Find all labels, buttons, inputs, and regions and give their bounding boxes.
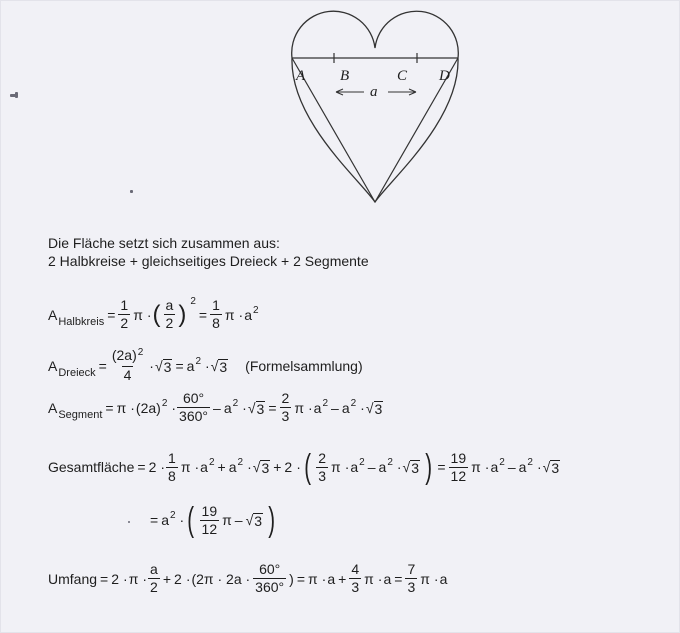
- a-squared: $a^2$: [161, 510, 176, 528]
- heart-outline: [292, 11, 459, 202]
- dot: ·: [321, 570, 327, 587]
- pi: π: [471, 459, 481, 475]
- sqrt-three: √ 3: [365, 399, 383, 417]
- dot: ·: [194, 459, 200, 475]
- scan-speck: [15, 92, 18, 98]
- formula-dreieck: [48, 348, 366, 383]
- dot: ·: [149, 357, 154, 374]
- dot: ·: [536, 459, 542, 475]
- a-var: a: [439, 570, 448, 587]
- paren-open: (: [304, 448, 311, 486]
- pi: π: [224, 306, 235, 323]
- fraction: $\frac{a}{2}$: [150, 561, 158, 595]
- dot: ·: [247, 459, 252, 475]
- fraction: $\frac{1}{8}$: [212, 297, 220, 331]
- pi: π: [116, 399, 127, 416]
- formula-segment: [48, 391, 386, 424]
- dot: ·: [344, 459, 350, 475]
- dot: ·: [171, 399, 177, 416]
- fraction: $\frac{2}{3}$: [318, 449, 327, 484]
- umfang-label: Umfang: [48, 570, 98, 587]
- dot: ·: [242, 399, 247, 416]
- a-squared: $a^2$: [228, 457, 244, 475]
- fraction: $\frac{19}{12}$: [450, 449, 467, 484]
- equals: =: [198, 306, 208, 323]
- a-squared: $a^2$: [313, 397, 329, 416]
- formelsammlung-note: (Formelsammlung): [245, 357, 363, 374]
- heart-diagram: [0, 0, 680, 240]
- dot: ·: [238, 306, 244, 323]
- plus: +: [273, 459, 282, 475]
- paren-close: ): [268, 501, 276, 539]
- dot: ·: [296, 459, 301, 475]
- fraction: $\frac{1}{8}$: [168, 449, 176, 484]
- label-a-point: A: [296, 68, 306, 84]
- sqrt-three: √ 3: [402, 459, 420, 476]
- sqrt-three: √ 3: [154, 357, 172, 375]
- paren-open: (: [152, 300, 161, 328]
- equals: =: [296, 570, 305, 587]
- paren-term: (2π · 2a ·: [191, 570, 251, 587]
- plus: +: [338, 570, 347, 587]
- equals: =: [105, 399, 114, 416]
- minus: –: [234, 512, 243, 528]
- dot: ·: [123, 570, 128, 587]
- pi: π: [133, 306, 143, 323]
- paren-close: ): [289, 570, 294, 587]
- exponent: 2: [190, 296, 196, 307]
- equals: =: [150, 512, 159, 528]
- a-squared: $a^2$: [244, 304, 259, 323]
- arrow-label: a: [370, 84, 378, 100]
- dot: ·: [205, 357, 210, 374]
- scan-speck: [128, 521, 130, 523]
- gesamt-label: Gesamtfläche: [48, 459, 135, 475]
- a-squared: $a^2$: [341, 397, 357, 416]
- coefficient: 2: [284, 459, 293, 475]
- formula-gesamt-simplified: [150, 503, 280, 537]
- formula-halbkreis: [48, 298, 262, 331]
- fraction: $\frac{60^\circ}{360^\circ}$: [179, 390, 209, 424]
- fraction: $\frac{a}{2}$: [165, 297, 174, 331]
- sqrt-three: √ 3: [210, 357, 228, 375]
- dot: ·: [377, 570, 383, 587]
- sqrt-three: √ 3: [542, 459, 560, 476]
- pi: π: [294, 399, 304, 416]
- coefficient: 2: [148, 459, 157, 475]
- pi: π: [420, 570, 430, 587]
- a-var: a: [383, 570, 392, 587]
- equals: =: [268, 399, 277, 416]
- a-squared: $a^2$: [186, 355, 201, 374]
- sqrt-three: √ 3: [247, 399, 265, 417]
- fraction: $\frac{2}{3}$: [281, 390, 290, 424]
- equals: =: [100, 570, 109, 587]
- a-squared: $a^2$: [350, 457, 365, 475]
- label-d-point: D: [439, 68, 450, 84]
- two-a-squared: $(2a)^2$: [135, 397, 168, 416]
- minus: –: [507, 459, 516, 475]
- formula-umfang: [48, 562, 450, 595]
- dot: ·: [307, 399, 313, 416]
- paren-open: (: [187, 501, 195, 539]
- scan-speck: [130, 190, 133, 193]
- label-b-point: B: [340, 68, 350, 84]
- fraction: $\frac{4}{3}$: [351, 561, 360, 595]
- equals: =: [437, 459, 446, 475]
- dot: ·: [160, 459, 166, 475]
- a-symbol: $A_{Segment}$: [48, 399, 103, 421]
- dot: ·: [130, 399, 135, 416]
- intro-line-2: 2 Halbkreise + gleichseitiges Dreieck + 2 Segmente: [48, 253, 369, 269]
- a-squared: $a^2$: [200, 457, 215, 475]
- sqrt-three: √ 3: [245, 512, 263, 529]
- pi: π: [128, 570, 139, 587]
- a-var: a: [327, 570, 336, 587]
- dot: ·: [484, 459, 490, 475]
- dot: ·: [146, 306, 152, 323]
- a-symbol: $A_{Dreieck}$: [48, 357, 96, 379]
- pi: π: [308, 570, 318, 587]
- fraction: $\frac{1}{2}$: [120, 297, 129, 331]
- dot: ·: [396, 459, 402, 475]
- plus: +: [162, 570, 172, 587]
- minus: –: [331, 399, 339, 416]
- minus: –: [367, 459, 376, 475]
- dot: ·: [142, 570, 148, 587]
- pi: π: [364, 570, 374, 587]
- dot: ·: [360, 399, 365, 416]
- label-c-point: C: [397, 68, 408, 84]
- pi: π: [180, 459, 191, 475]
- intro-line-1: Die Fläche setzt sich zusammen aus:: [48, 235, 280, 251]
- a-squared: $a^2$: [378, 457, 393, 475]
- equals: =: [107, 306, 116, 323]
- a-squared: $a^2$: [223, 397, 239, 416]
- equals: =: [98, 357, 107, 374]
- pi: π: [222, 512, 232, 528]
- minus: –: [213, 399, 221, 416]
- formula-gesamtflaeche: [48, 450, 563, 484]
- equals: =: [394, 570, 403, 587]
- coefficient: 2: [111, 570, 120, 587]
- equals: =: [175, 357, 184, 374]
- coefficient: 2: [174, 570, 182, 587]
- equals: =: [137, 459, 146, 475]
- paren-close: ): [425, 448, 433, 486]
- dot: ·: [185, 570, 191, 587]
- paren-close: ): [178, 300, 187, 328]
- plus: +: [217, 459, 226, 475]
- fraction: $\frac{19}{12}$: [201, 502, 218, 537]
- a-squared: $a^2$: [518, 457, 533, 475]
- dot: ·: [433, 570, 439, 587]
- dot: ·: [179, 512, 185, 528]
- sqrt-three: √ 3: [252, 459, 270, 476]
- a-symbol: $A_{Halbkreis}$: [48, 306, 105, 328]
- pi: π: [331, 459, 341, 475]
- fraction: $\frac{60^\circ}{360^\circ}$: [255, 561, 285, 595]
- fraction: $\frac{(2a)^2}{4}$: [111, 347, 144, 383]
- a-squared: $a^2$: [490, 457, 505, 475]
- fraction: $\frac{7}{3}$: [407, 561, 416, 595]
